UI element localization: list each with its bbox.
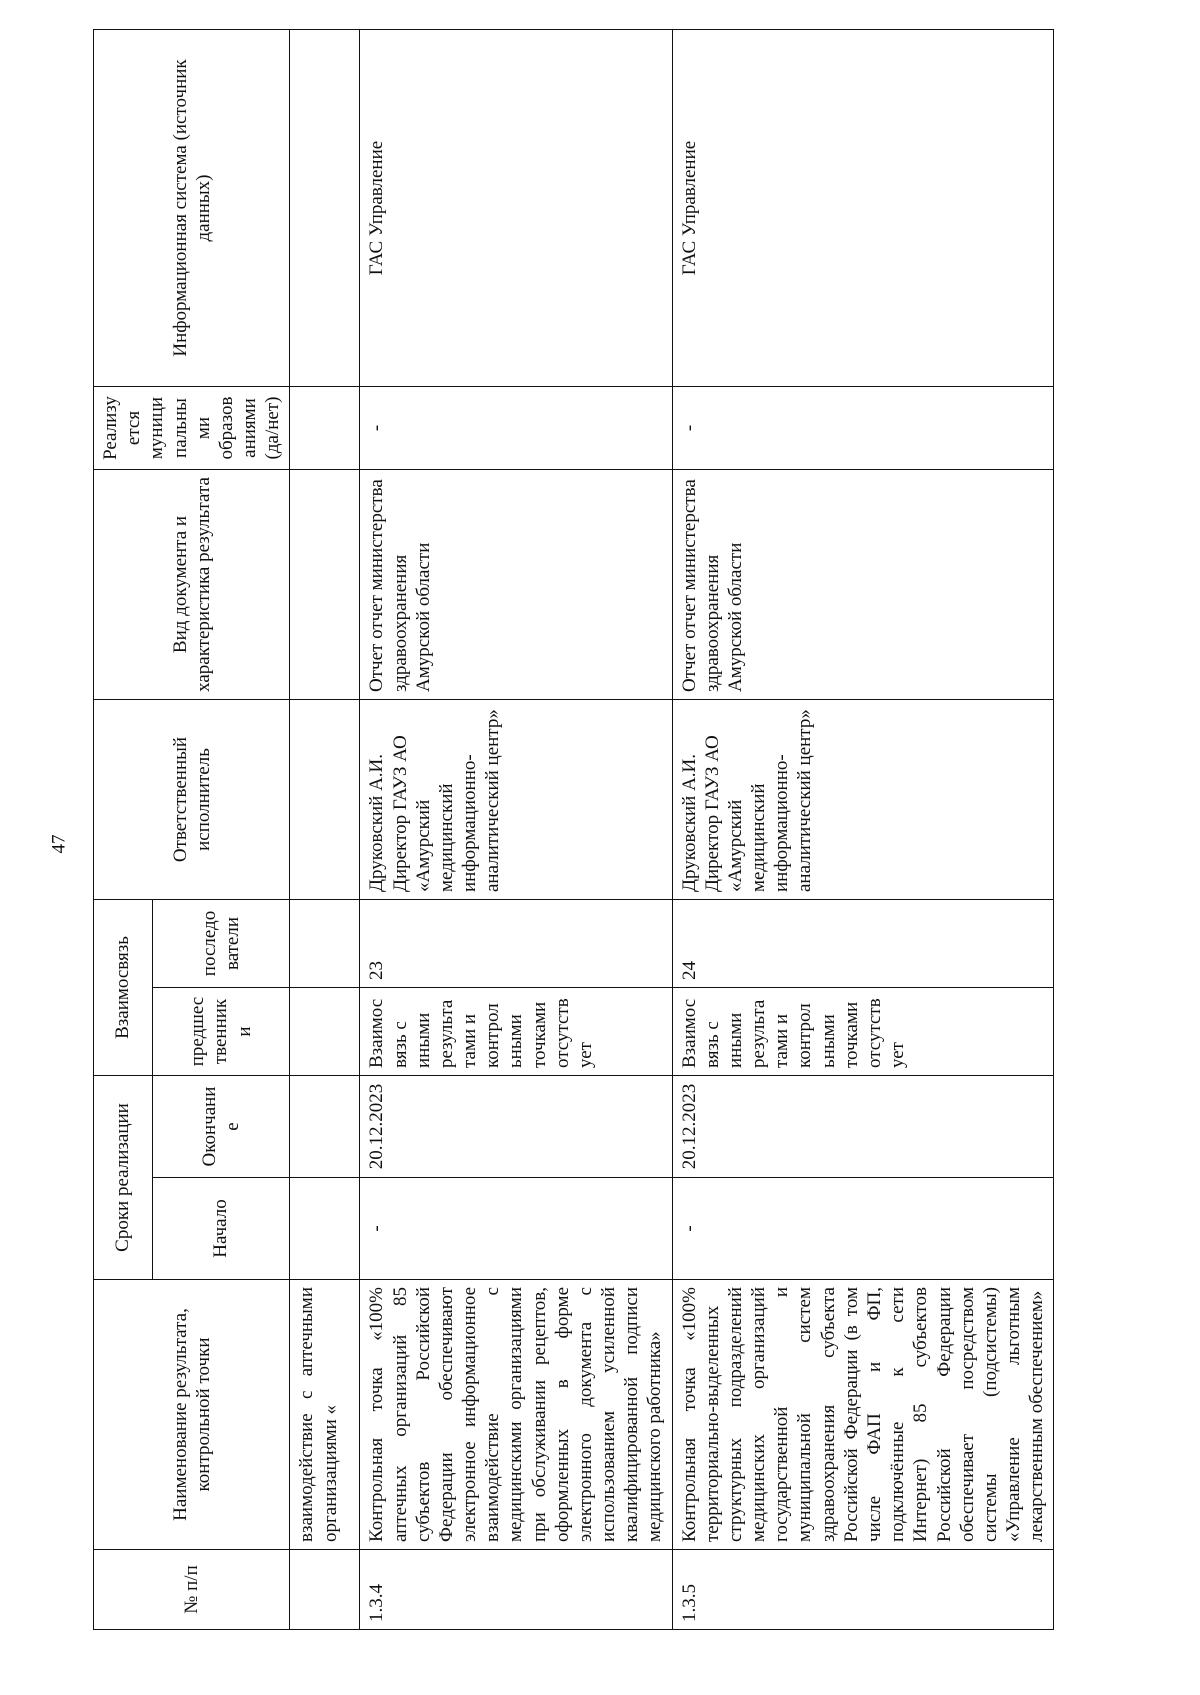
plan-table-container <box>93 30 1093 1630</box>
cell-municipal: - <box>672 387 1054 470</box>
cell-document: Отчет отчет министерства здравоохранения Амурской области <box>360 470 672 700</box>
cell-predecessors <box>290 988 360 1076</box>
cell-name: Контрольная точка «100% территориально-выделенных структурных подразделений медицинских организаций государственной и муниципальной систем здравоохранения субъекта Российской Федерации (в том числе ФАП и ФП, подключённые к сети Интернет) 85 субъектов Российской Федерации обеспечивает посредством системы (подсистемы) «Управление льготным лекарственным обеспечением» <box>672 1280 1054 1550</box>
header-predecessors: предшественники <box>152 988 290 1076</box>
table-row <box>672 30 1054 1630</box>
cell-num <box>290 1550 360 1630</box>
cell-name: Контрольная точка «100% аптечных организаций 85 субъектов Российской Федерации обеспечивают электронное информационное взаимодействие с медицинскими организациями при обслуживании рецептов, оформленных в форме электронного документа с использованием усиленной квалифицированной подписи медицинского работника» <box>360 1280 672 1550</box>
plan-table <box>93 29 1054 1630</box>
table-row <box>290 30 360 1630</box>
header-end: Окончание <box>152 1076 290 1178</box>
cell-start <box>290 1178 360 1280</box>
header-successors: последователи <box>152 900 290 988</box>
header-municipal: Реализуется муниципальными образованиями (да/нет) <box>94 387 290 470</box>
cell-num: 1.3.4 <box>360 1550 672 1630</box>
header-start: Начало <box>152 1178 290 1280</box>
cell-name: взаимодействие с аптечными организациями « <box>290 1280 360 1550</box>
cell-responsible <box>290 700 360 900</box>
header-info-system: Информационная система (источник данных) <box>94 30 290 387</box>
cell-info-system: ГАС Управление <box>360 30 672 387</box>
cell-document: Отчет отчет министерства здравоохранения Амурской области <box>672 470 1054 700</box>
page-number: 47 <box>48 834 70 854</box>
cell-info-system <box>290 30 360 387</box>
cell-successors: 24 <box>672 900 1054 988</box>
cell-municipal: - <box>360 387 672 470</box>
header-responsible: Ответственный исполнитель <box>94 700 290 900</box>
cell-start: - <box>360 1178 672 1280</box>
cell-start: - <box>672 1178 1054 1280</box>
cell-info-system: ГАС Управление <box>672 30 1054 387</box>
cell-successors <box>290 900 360 988</box>
header-link: Взаимосвязь <box>94 900 153 1076</box>
cell-municipal <box>290 387 360 470</box>
cell-end: 20.12.2023 <box>360 1076 672 1178</box>
header-name: Наименование результата, контрольной точки <box>94 1280 290 1550</box>
header-dates: Сроки реализации <box>94 1076 153 1280</box>
cell-successors: 23 <box>360 900 672 988</box>
cell-num: 1.3.5 <box>672 1550 1054 1630</box>
cell-document <box>290 470 360 700</box>
cell-responsible: Друковский А.И. Директор ГАУЗ АО «Амурский медицинский информационно-аналитический центр» <box>360 700 672 900</box>
cell-responsible: Друковский А.И. Директор ГАУЗ АО «Амурский медицинский информационно-аналитический центр» <box>672 700 1054 900</box>
header-row-1 <box>94 30 153 1630</box>
cell-end: 20.12.2023 <box>672 1076 1054 1178</box>
cell-predecessors: Взаимосвязь с иными результатами и контрольными точками отсутствует <box>672 988 1054 1076</box>
cell-predecessors: Взаимосвязь с иными результатами и контрольными точками отсутствует <box>360 988 672 1076</box>
header-num: № п/п <box>94 1550 290 1630</box>
table-row <box>360 30 672 1630</box>
header-document: Вид документа и характеристика результата <box>94 470 290 700</box>
cell-end <box>290 1076 360 1178</box>
